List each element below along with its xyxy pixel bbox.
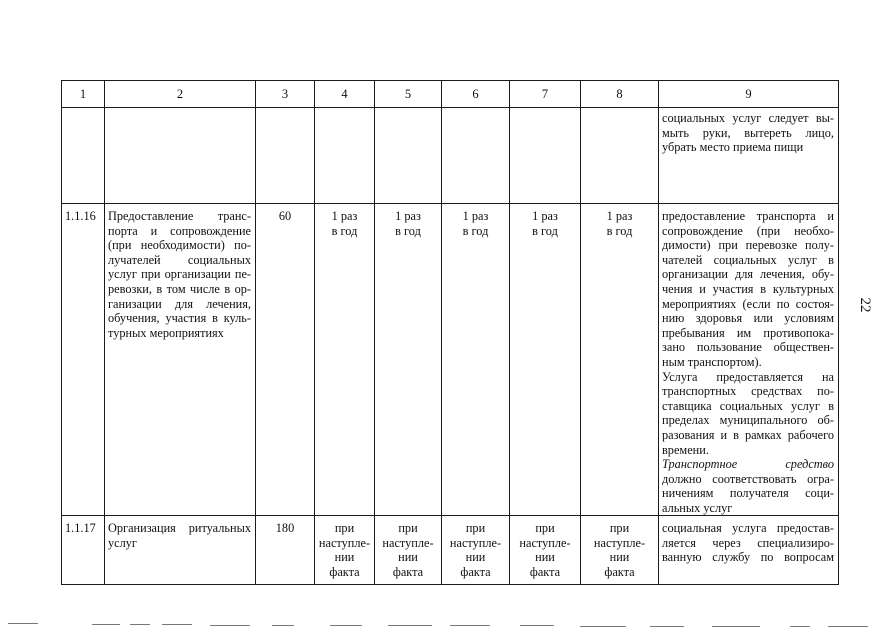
frequency-col7: 1 раз в год xyxy=(532,209,558,238)
frequency-col5: 1 раз в год xyxy=(395,209,421,238)
header-cell-3: 3 xyxy=(281,87,289,101)
text-line: организации для лечения, обу- xyxy=(662,267,834,282)
column-rule xyxy=(314,81,315,584)
continuation-description xyxy=(662,111,834,155)
frequency-col4: 1 раз в год xyxy=(331,209,358,238)
frequency-col7: при наступле- нии факта xyxy=(519,521,571,579)
text-line: мыть руки, вытереть лицо, xyxy=(662,125,834,140)
text-line: Предоставление транс- xyxy=(108,209,251,223)
text-line: времени. xyxy=(662,442,709,457)
scan-dash xyxy=(162,624,192,625)
scan-dash xyxy=(712,626,760,627)
row-number: 1.1.16 xyxy=(65,209,96,223)
text-line: социальных услуг следует вы- xyxy=(662,111,834,125)
scan-dash xyxy=(130,624,150,625)
frequency-col6: при наступле- нии факта xyxy=(449,521,502,579)
column-rule xyxy=(509,81,510,584)
scan-dash xyxy=(450,625,490,626)
text-line: ставщика социальных услуг в xyxy=(662,398,834,413)
text-line: пределах муниципального об- xyxy=(662,413,834,428)
frequency-col6: 1 раз в год xyxy=(462,209,489,238)
text-line: лучателей социальных xyxy=(108,252,251,267)
text-line: Транспортное средство xyxy=(662,457,834,472)
header-cell-4: 4 xyxy=(341,87,348,101)
text-line: ным транспортом). xyxy=(662,354,762,369)
frequency-col8: 1 раз в год xyxy=(606,209,633,238)
text-line: ревозки, в том числе в ор- xyxy=(108,281,251,296)
text-line: разования и в рамках рабочего xyxy=(662,427,834,442)
scan-dash xyxy=(388,625,432,626)
scan-dash xyxy=(92,624,120,625)
text-line: услуг xyxy=(108,535,137,550)
column-rule xyxy=(580,81,581,584)
header-cell-5: 5 xyxy=(404,87,412,101)
scan-artifact xyxy=(0,620,895,632)
frequency-col4: при наступле- нии факта xyxy=(318,521,371,579)
text-line: зано пользование обществен- xyxy=(662,340,834,355)
text-line: Организация ритуальных xyxy=(108,521,251,535)
scan-dash xyxy=(272,625,294,626)
text-line: убрать место приема пищи xyxy=(662,140,804,155)
column-rule xyxy=(255,81,256,584)
cost-value: 60 xyxy=(278,209,292,223)
scan-dash xyxy=(8,623,38,624)
text-line: сопровождение (при необхо- xyxy=(662,223,834,238)
scan-dash xyxy=(210,625,250,626)
scan-dash xyxy=(790,626,810,627)
services-table xyxy=(61,80,839,585)
row-rule xyxy=(62,107,838,108)
text-line: мероприятиях (если по состоя- xyxy=(662,296,834,311)
text-line: ничениям получателя соци- xyxy=(662,486,834,501)
text-line: услуг при организации пе- xyxy=(108,267,251,282)
text-line: димости) при перевозке полу- xyxy=(662,238,834,253)
text-line: ганизации для лечения, xyxy=(108,296,251,311)
service-description xyxy=(662,209,834,515)
row-number: 1.1.17 xyxy=(65,521,96,535)
text-line: альных услуг xyxy=(662,500,733,515)
text-line: чения и участия в культурных xyxy=(662,281,834,296)
text-line: ляется через специализиро- xyxy=(662,535,834,550)
text-line: порта и сопровождение xyxy=(108,223,251,238)
service-description xyxy=(662,521,834,565)
header-cell-6: 6 xyxy=(472,87,479,101)
row-rule xyxy=(62,203,838,204)
text-line: пребывания им противопока- xyxy=(662,325,834,340)
column-rule xyxy=(104,81,105,584)
text-line: нию здоровья или условиям xyxy=(662,311,834,326)
column-rule xyxy=(374,81,375,584)
page-number: 22 xyxy=(857,297,873,313)
header-cell-7: 7 xyxy=(541,87,549,101)
text-line: социальная услуга предостав- xyxy=(662,521,834,535)
text-line: транспортных средствах по- xyxy=(662,384,834,399)
text-line: Услуга предоставляется на xyxy=(662,369,834,384)
scan-dash xyxy=(580,626,626,627)
text-line: турных мероприятиях xyxy=(108,325,224,340)
service-name xyxy=(108,209,251,340)
header-cell-2: 2 xyxy=(176,87,184,101)
text-line: ванную службу по вопросам xyxy=(662,550,834,565)
scan-dash xyxy=(650,626,684,627)
header-cell-9: 9 xyxy=(745,87,752,101)
text-line: предоставление транспорта и xyxy=(662,209,834,223)
text-line: чателей социальных услуг в xyxy=(662,252,834,267)
column-rule xyxy=(441,81,442,584)
text-line: обучения, участия в куль- xyxy=(108,311,251,326)
cost-value: 180 xyxy=(275,521,295,535)
header-cell-1: 1 xyxy=(79,87,87,101)
scan-dash xyxy=(828,626,868,627)
column-rule xyxy=(658,81,659,584)
text-line: должно соответствовать огра- xyxy=(662,471,834,486)
header-cell-8: 8 xyxy=(616,87,623,101)
frequency-col8: при наступле- нии факта xyxy=(593,521,646,579)
frequency-col5: при наступле- нии факта xyxy=(382,521,434,579)
text-line: (при необходимости) по- xyxy=(108,238,251,253)
service-name xyxy=(108,521,251,550)
scan-dash xyxy=(520,625,554,626)
scan-dash xyxy=(330,625,362,626)
